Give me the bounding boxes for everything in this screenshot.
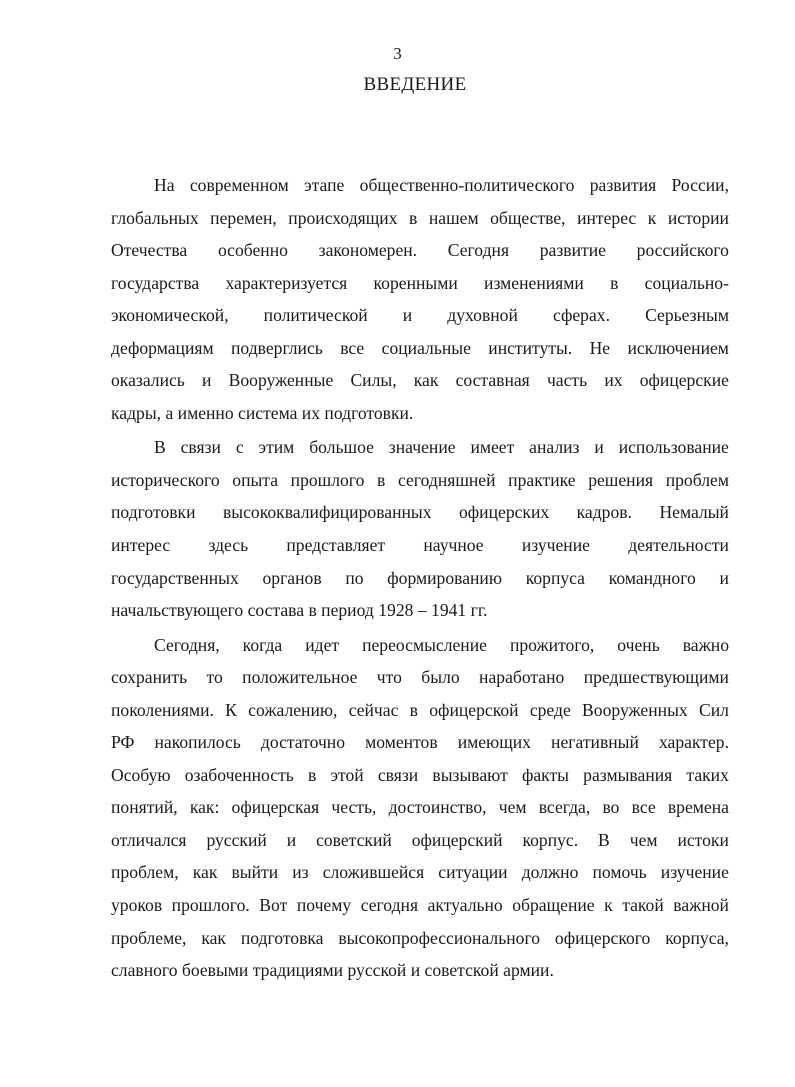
text-line: Сегодня, когда идет переосмысление прожитого, очень важно [154, 634, 729, 655]
text-line: экономической, политической и духовной сферах. Серьезным [111, 305, 729, 326]
text-line: оказались и Вооруженные Силы, как составная часть их офицерские [111, 370, 729, 391]
text-line: деформациям подверглись все социальные институты. Не исключением [111, 337, 729, 358]
paragraph-2 [111, 431, 729, 626]
text-line: В связи с этим большое значение имеет анализ и использование [154, 437, 729, 458]
text-line: Особую озабоченность в этой связи вызывают факты размывания таких [111, 764, 729, 785]
text-line: государства характеризуется коренными изменениями в социально- [111, 272, 729, 293]
text-line: сохранить то положительное что было наработано предшествующими [111, 667, 729, 688]
document-body [111, 169, 729, 987]
text-line: государственных органов по формированию корпуса командного и [111, 567, 729, 588]
text-line: проблем, как выйти из сложившейся ситуации должно помочь изучение [111, 862, 729, 883]
text-line: кадры, а именно система их подготовки. [111, 402, 414, 423]
text-line: глобальных перемен, происходящих в нашем обществе, интерес к истории [111, 207, 729, 228]
text-line: подготовки высококвалифицированных офицерских кадров. Немалый [111, 502, 729, 523]
text-line: поколениями. К сожалению, сейчас в офицерской среде Вооруженных Сил [111, 699, 729, 720]
page-title: ВВЕДЕНИЕ [363, 74, 467, 95]
text-line: славного боевыми традициями русской и советской армии. [111, 960, 554, 981]
text-line: проблеме, как подготовка высокопрофессионального офицерского корпуса, [111, 927, 729, 948]
text-line: Отечества особенно закономерен. Сегодня развитие российского [111, 240, 729, 261]
paragraph-3 [111, 629, 729, 987]
text-line: исторического опыта прошлого в сегодняшней практике решения проблем [111, 469, 729, 490]
text-line: На современном этапе общественно-политического развития России, [154, 175, 729, 195]
text-line: начальствующего состава в период 1928 – 1941 гг. [111, 600, 488, 621]
text-line: отличался русский и советский офицерский корпус. В чем истоки [111, 829, 729, 850]
text-line: уроков прошлого. Вот почему сегодня актуально обращение к такой важной [111, 895, 729, 916]
text-line: РФ накопилось достаточно моментов имеющих негативный характер. [111, 732, 729, 753]
paragraph-1 [111, 169, 729, 429]
page-number: 3 [393, 44, 402, 63]
text-line: понятий, как: офицерская честь, достоинство, чем всегда, во все времена [111, 797, 729, 818]
text-line: интерес здесь представляет научное изучение деятельности [111, 535, 729, 556]
